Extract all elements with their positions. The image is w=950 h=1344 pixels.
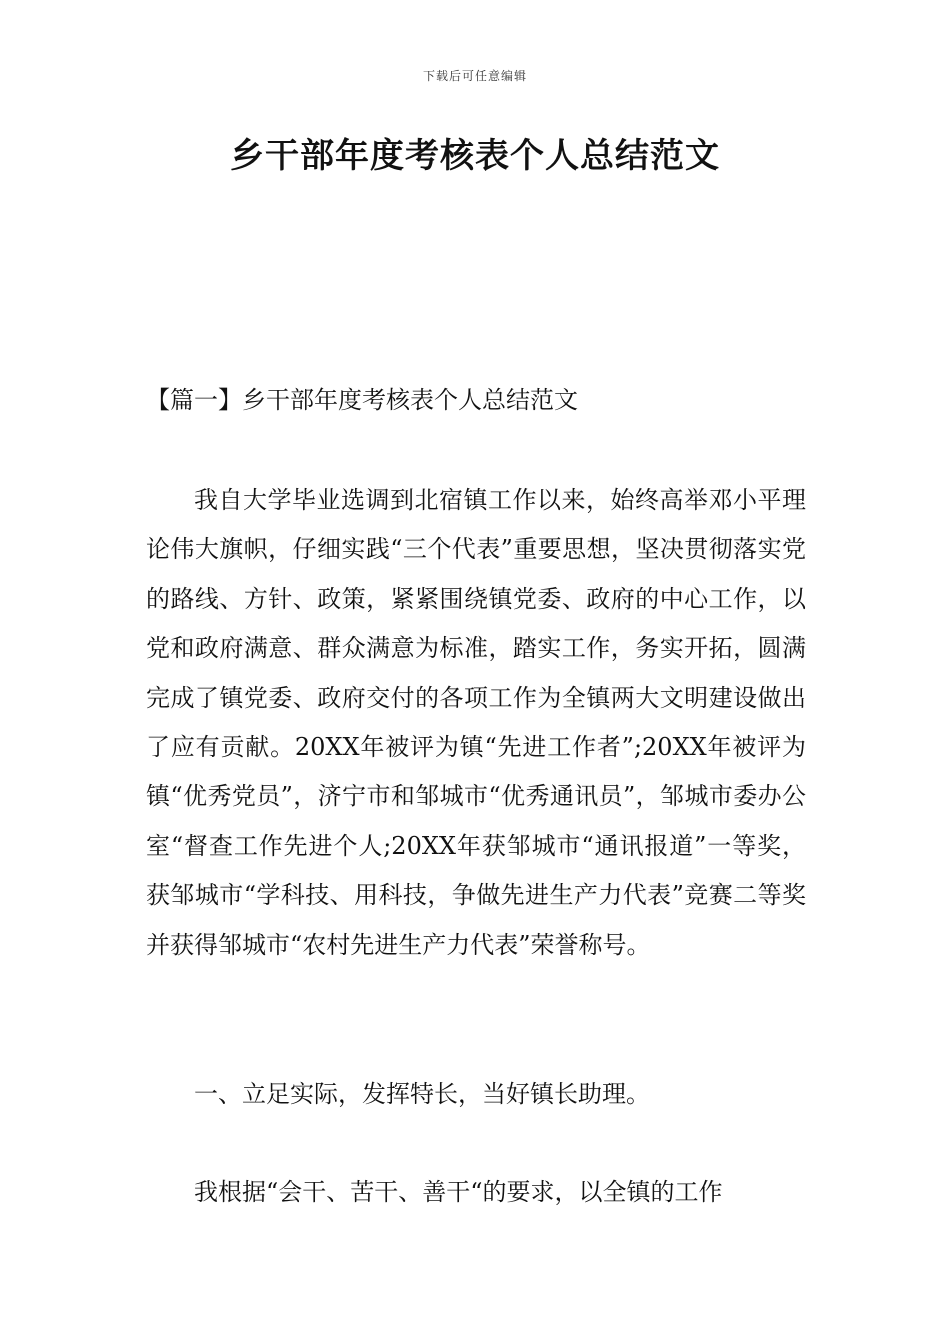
- body-paragraph: 我根据“会干、苦干、善干“的要求，以全镇的工作: [194, 1178, 723, 1206]
- body-paragraph: 我自大学毕业选调到北宿镇工作以来，始终高举邓小平理论伟大旗帜，仔细实践“三个代表”重要思想，坚决贯彻落实党的路线、方针、政策，紧紧围绕镇党委、政府的中心工作，以党和政府满意、群众满意为标准，踏实工作，务实开拓，圆满完成了镇党委、政府交付的各项工作为全镇两大文明建设做出了应有贡献。20XX年被评为镇“先进工作者”;20XX年被评为镇“优秀党员”，济宁市和邹城市“优秀通讯员”，邹城市委办公室“督查工作先进个人;20XX年获邹城市“通讯报道”一等奖，获邹城市“学科技、用科技，争做先进生产力代表”竞赛二等奖并获得邹城市“农村先进生产力代表”荣誉称号。: [146, 486, 806, 959]
- subheading-paragraph: 一、立足实际，发挥特长，当好镇长助理。: [194, 1080, 650, 1108]
- header-note: 下载后可任意编辑: [422, 69, 527, 83]
- document-title: 乡干部年度考核表个人总结范文: [230, 136, 720, 176]
- section-heading: 【篇一】乡干部年度考核表个人总结范文: [146, 386, 578, 414]
